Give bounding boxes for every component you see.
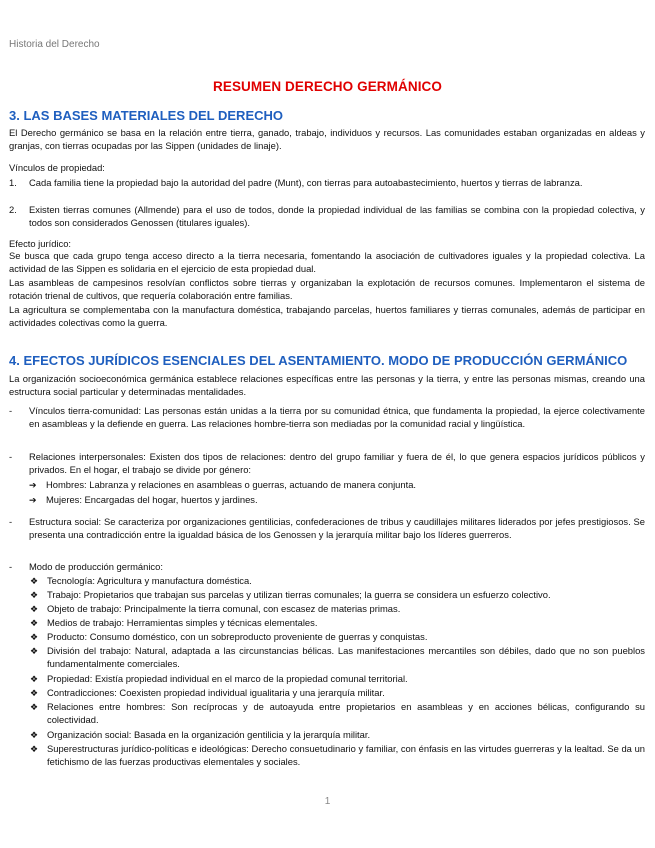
diamond-icon: ❖ <box>30 674 39 684</box>
modo-item-text: División del trabajo: Natural, adaptada a las circunstancias bélicas. Las manifestaciones mercantiles son débiles, dado que no son pueblos fundamentalmente comerciales. <box>47 645 645 669</box>
section-3-intro: El Derecho germánico se basa en la relación entre tierra, ganado, trabajo, individuos y recursos. Las comunidades estaban organizadas en aldeas y granjas, con tierras ocupadas por las Sippen (unidades de linaje). <box>9 127 645 151</box>
list-item <box>30 673 645 686</box>
diamond-icon: ❖ <box>30 604 39 614</box>
modo-item-text: Objeto de trabajo: Principalmente la tierra comunal, con escasez de materias primas. <box>47 603 401 614</box>
list-item <box>9 177 645 203</box>
genero-text: Hombres: Labranza y relaciones en asambleas o guerras, actuando de manera conjunta. <box>46 479 417 490</box>
page-number: 1 <box>324 796 331 807</box>
list-item <box>30 743 645 769</box>
arrow-icon: ➔ <box>29 495 37 505</box>
list-text: Cada familia tiene la propiedad bajo la autoridad del padre (Munt), con tierras para autoabastecimiento, huertos y tierras de labranza. <box>29 177 583 188</box>
vinculos-tierra-text: Vínculos tierra-comunidad: Las personas están unidas a la tierra por su comunidad étnica, que fundamenta la propiedad, la ejerce colectivamente en asambleas y la defiende en guerra. Las relaciones hombre-tierra son mediadas por la comunidad racial y lingüística. <box>29 405 645 429</box>
diamond-icon: ❖ <box>30 632 39 642</box>
arrow-icon: ➔ <box>29 480 37 490</box>
list-item <box>9 561 645 574</box>
bullet-marker: - <box>9 405 13 416</box>
modo-label: Modo de producción germánico: <box>29 561 163 572</box>
list-item <box>9 451 645 477</box>
list-item <box>30 631 645 644</box>
list-item <box>9 204 645 230</box>
efecto-text: Se busca que cada grupo tenga acceso directo a la tierra necesaria, fomentando la asociación de cultivadores iguales y la propiedad colectiva. La actividad de las Sippen es solidaria en el ejercicio de esta propiedad dual. <box>9 250 645 274</box>
bullet-marker: - <box>9 561 13 572</box>
section-4-intro: La organización socioeconómica germánica establece relaciones específicas entre las personas y la tierra, y entre las personas mismas, creando una estructura social particular y determinadas mentalidades. <box>9 373 645 397</box>
list-number: 1. <box>9 177 17 188</box>
asambleas-paragraph: Las asambleas de campesinos resolvían conflictos sobre tierras y organizaban la explotación de recursos comunes. Implementaron el sistema de rotación trienal de cultivos, que requería colaboración entre familias. <box>9 277 645 301</box>
bullet-marker: - <box>9 451 13 462</box>
diamond-icon: ❖ <box>30 618 39 628</box>
document-title: RESUMEN DERECHO GERMÁNICO <box>212 79 442 94</box>
modo-item-text: Contradicciones: Coexisten propiedad individual igualitaria y una jerarquía militar. <box>47 687 385 698</box>
list-text: Existen tierras comunes (Allmende) para el uso de todos, donde la propiedad individual de las familias se combina con la propiedad colectiva, y todos son considerados Genossen (titulares iguales). <box>29 204 645 228</box>
diamond-icon: ❖ <box>30 730 39 740</box>
modo-item-text: Medios de trabajo: Herramientas simples y técnicas elementales. <box>47 617 318 628</box>
list-item <box>30 603 645 616</box>
agricultura-paragraph: La agricultura se complementaba con la manufactura doméstica, trabajando parcelas, huertos familiares y tierras comunales, además de participar en actividades colectivas como la guerra. <box>9 304 645 328</box>
list-item <box>30 617 645 630</box>
modo-item-text: Organización social: Basada en la organización gentilicia y la jerarquía militar. <box>47 729 371 740</box>
list-item <box>30 645 645 671</box>
diamond-icon: ❖ <box>30 688 39 698</box>
diamond-icon: ❖ <box>30 702 39 712</box>
list-item <box>9 405 645 445</box>
bullet-marker: - <box>9 516 13 527</box>
diamond-icon: ❖ <box>30 576 39 586</box>
list-item <box>9 516 645 556</box>
list-item <box>30 589 645 602</box>
section-3-heading: 3. LAS BASES MATERIALES DEL DERECHO <box>9 108 283 123</box>
running-header: Historia del Derecho <box>9 39 100 50</box>
list-item <box>30 701 645 727</box>
modo-item-text: Tecnología: Agricultura y manufactura doméstica. <box>47 575 252 586</box>
list-item <box>30 729 645 742</box>
modo-item-text: Relaciones entre hombres: Son recíprocas y de autoayuda entre propietarios en asambleas y en acciones bélicas, configurando su colectividad. <box>47 701 645 725</box>
list-item <box>30 575 645 588</box>
vinculos-label: Vínculos de propiedad: <box>9 162 105 173</box>
genero-text: Mujeres: Encargadas del hogar, huertos y jardines. <box>46 494 258 505</box>
modo-item-text: Trabajo: Propietarios que trabajan sus parcelas y utilizan tierras comunales; la guerra se considera un esfuerzo colectivo. <box>47 589 551 600</box>
list-item <box>29 494 645 507</box>
section-4-heading: 4. EFECTOS JURÍDICOS ESENCIALES DEL ASENTAMIENTO. MODO DE PRODUCCIÓN GERMÁNICO <box>9 353 628 368</box>
estructura-text: Estructura social: Se caracteriza por organizaciones gentilicias, confederaciones de tribus y caudillajes militares liderados por jefes prestigiosos. Se presenta una contradicción entre la igualdad básica de los Genossen y la jerarquía militar bajo los líderes guerreros. <box>29 516 645 540</box>
list-item <box>29 479 645 492</box>
relaciones-text: Relaciones interpersonales: Existen dos tipos de relaciones: dentro del grupo familiar y fuera de él, lo que genera espacios jurídicos públicos y privados. En el hogar, el trabajo se divide por género: <box>29 451 645 475</box>
list-number: 2. <box>9 204 17 215</box>
modo-item-text: Producto: Consumo doméstico, con un sobreproducto proveniente de guerras y conquistas. <box>47 631 428 642</box>
modo-item-text: Superestructuras jurídico-políticas e ideológicas: Derecho consuetudinario y familiar, con énfasis en las virtudes guerreras y la lealtad. Se da un fetichismo de las fuerzas productivas elementales y sociales. <box>47 743 645 767</box>
list-item <box>30 687 645 700</box>
efecto-label: Efecto jurídico: <box>9 238 72 249</box>
diamond-icon: ❖ <box>30 646 39 656</box>
modo-item-text: Propiedad: Existía propiedad individual en el marco de la propiedad comunal territorial. <box>47 673 408 684</box>
diamond-icon: ❖ <box>30 744 39 754</box>
diamond-icon: ❖ <box>30 590 39 600</box>
